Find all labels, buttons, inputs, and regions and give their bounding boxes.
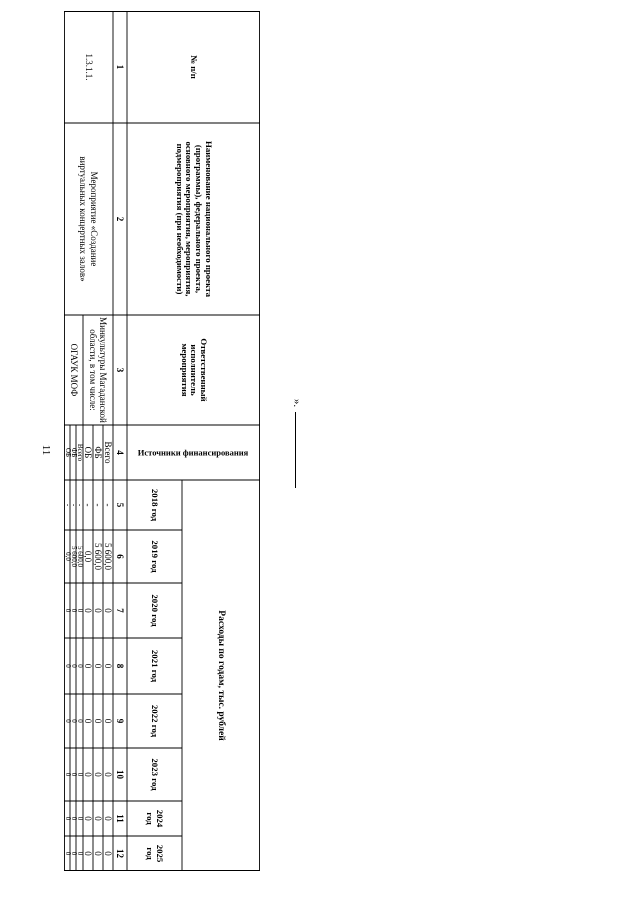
value-cell: 0	[93, 851, 104, 856]
item-number: 1.3.1.1.	[83, 53, 94, 81]
source-cell: ФБ	[69, 447, 78, 458]
source-cell: ОБ	[83, 446, 94, 459]
value-cell: 0	[69, 816, 78, 821]
value-cell: 0	[76, 816, 85, 821]
value-cell: 0	[83, 816, 94, 821]
value-cell: -	[103, 503, 114, 507]
value-cell: 0	[76, 664, 85, 668]
column-number-6: 6	[115, 554, 126, 559]
header-year-4: 2021 год	[150, 649, 161, 683]
column-number-11: 11	[115, 814, 126, 823]
value-cell: 0	[103, 772, 114, 777]
value-cell: 0	[63, 664, 72, 668]
value-cell: 0	[63, 816, 72, 821]
value-cell: 0	[103, 663, 114, 669]
value-cell: 0	[63, 719, 72, 723]
value-cell: 0	[83, 663, 94, 669]
header-year-7: 2024 год	[145, 809, 166, 828]
budget-table	[64, 11, 260, 871]
header-name: Наименование национального проекта (программы), федерального проекта, основного мероприятия, мероприятия, подмероприятия (при необходимости)	[174, 141, 215, 297]
value-cell: 0	[83, 718, 94, 724]
header-year-8: 2025 год	[145, 844, 166, 863]
header-year-1: 2018 год	[150, 488, 161, 522]
value-cell: 0	[63, 608, 72, 613]
value-cell: 0	[63, 851, 72, 856]
value-cell: 0	[103, 851, 114, 856]
value-cell: 0	[63, 772, 72, 777]
value-cell: -	[63, 503, 72, 507]
value-cell: 0	[69, 851, 78, 856]
source-cell: ОБ	[63, 447, 72, 458]
value-cell: 0	[69, 719, 78, 723]
column-number-1: 1	[115, 64, 126, 70]
value-cell: 0	[76, 851, 85, 856]
value-cell: 0	[103, 816, 114, 821]
item-name: Мероприятие «Создание виртуальных концертных залов»	[78, 156, 99, 282]
source-cell: Всего	[76, 443, 85, 462]
column-number-4: 4	[115, 450, 126, 455]
column-number-10: 10	[115, 770, 126, 779]
closing-mark: ».	[291, 398, 303, 408]
header-year-2: 2019 год	[150, 540, 161, 573]
header-source-cell	[127, 425, 260, 480]
column-number-3: 3	[115, 367, 126, 373]
value-cell: -	[83, 503, 94, 507]
value-cell: 0	[83, 608, 94, 613]
source-cell: Всего	[103, 441, 114, 464]
value-cell: 0	[93, 772, 104, 777]
value-cell: -	[76, 503, 85, 507]
header-num: № п/п	[189, 55, 200, 79]
header-source: Источники финансирования	[138, 446, 249, 457]
value-cell: 0	[69, 608, 78, 613]
value-cell: 0	[83, 772, 94, 777]
closing-line	[295, 412, 296, 488]
header-year-3: 2020 год	[150, 594, 161, 627]
column-number-2: 2	[115, 216, 126, 222]
header-expenses: Расходы по годам, тыс. рублей	[216, 610, 227, 741]
value-cell: 5 600,0	[93, 543, 104, 570]
column-number-8: 8	[115, 663, 126, 669]
source-cell: ФБ	[93, 446, 104, 459]
value-cell: 5 600,0	[103, 543, 114, 570]
value-cell: 0	[103, 608, 114, 613]
value-cell: 0	[69, 772, 78, 777]
value-cell: -	[69, 503, 78, 507]
group-2-executor: ОГАУК МОФ	[68, 343, 79, 397]
value-cell: 0	[69, 664, 78, 668]
value-cell: 0	[93, 718, 104, 724]
column-number-5: 5	[115, 502, 126, 508]
value-cell: 0,0	[83, 550, 94, 563]
value-cell: 0	[93, 816, 104, 821]
page-number: 11	[40, 444, 52, 456]
header-executor: Ответственный исполнитель мероприятия	[179, 338, 210, 402]
value-cell: 0	[103, 718, 114, 724]
header-year-6: 2023 год	[150, 758, 161, 791]
group-1-executor: Минкультуры Магаданской области, в том числе:	[88, 317, 109, 423]
value-cell: 0	[93, 663, 104, 669]
column-number-7: 7	[115, 608, 126, 613]
value-cell: 0	[76, 772, 85, 777]
value-cell: 0,0	[63, 552, 72, 561]
header-year-5: 2022 год	[150, 704, 161, 738]
value-cell: 0	[83, 851, 94, 856]
value-cell: 0	[76, 608, 85, 613]
value-cell: 0	[76, 719, 85, 723]
value-cell: 5 600,0	[76, 546, 85, 567]
column-number-9: 9	[115, 718, 126, 724]
value-cell: 5 600,0	[69, 546, 78, 567]
column-number-12: 12	[115, 849, 126, 858]
value-cell: 0	[93, 608, 104, 613]
value-cell: -	[93, 503, 104, 507]
